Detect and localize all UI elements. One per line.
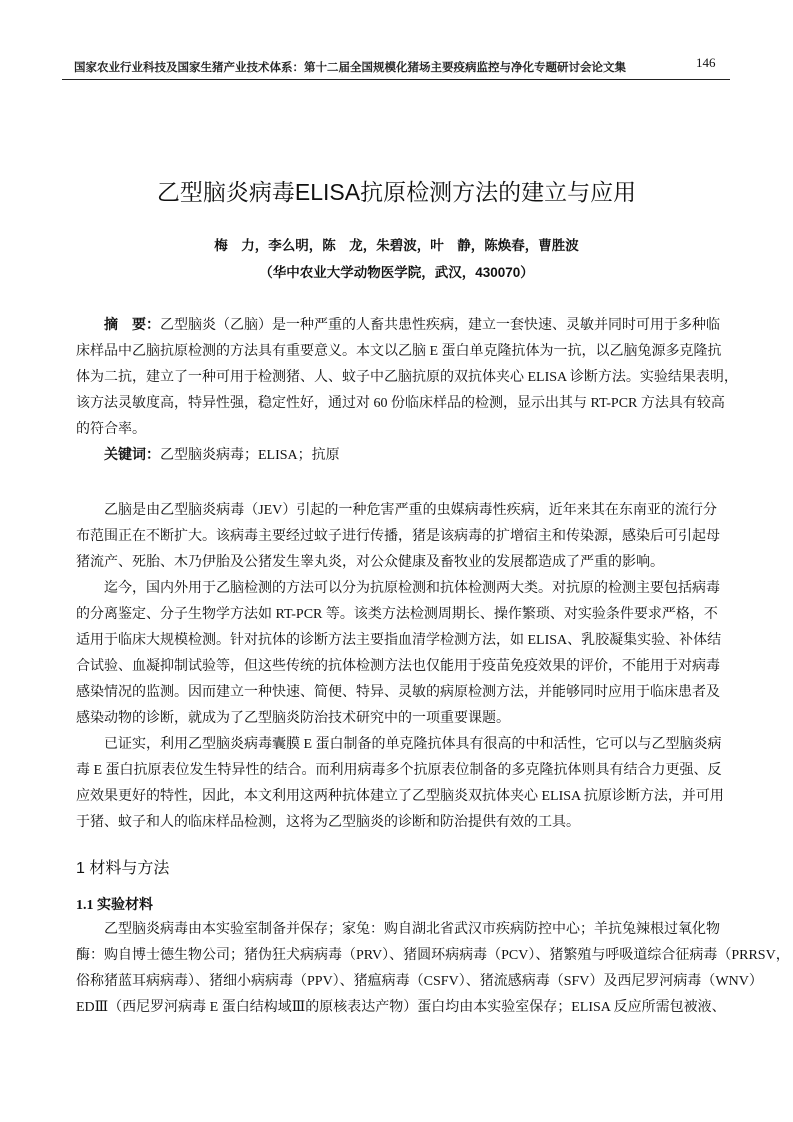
abstract-line: 摘 要：乙型脑炎（乙脑）是一种严重的人畜共患性疾病，建立一套快速、灵敏并同时可用于多种临 bbox=[104, 318, 720, 333]
abstract-line: 的符合率。 bbox=[76, 422, 146, 437]
body-line: 的分离鉴定、分子生物学方法如 RT-PCR 等。该类方法检测周期长、操作繁琐、对实验条件要求严格，不 bbox=[76, 607, 718, 622]
abstract bbox=[76, 313, 738, 469]
body-line: 酶：购自博士德生物公司；猪伪狂犬病病毒（PRV）、猪圆环病病毒（PCV）、猪繁殖与呼吸道综合征病毒（PRRSV， bbox=[76, 948, 790, 963]
body-line: 毒 E 蛋白抗原表位发生特异性的结合。而利用病毒多个抗原表位制备的多克隆抗体则具有结合力更强、反 bbox=[76, 763, 722, 778]
body-line: 布范围正在不断扩大。该病毒主要经过蚊子进行传播，猪是该病毒的扩增宿主和传染源，感染后可引起母 bbox=[76, 529, 720, 544]
page-number: 146 bbox=[696, 55, 716, 70]
body-line: EDⅢ（西尼罗河病毒 E 蛋白结构域Ⅲ的原核表达产物）蛋白均由本实验室保存；ELISA 反应所需包被液、 bbox=[76, 1000, 726, 1015]
body-line: 感染情况的监测。因而建立一种快速、简便、特异、灵敏的病原检测方法，并能够同时应用于临床患者及 bbox=[76, 685, 720, 700]
body-line: 感染动物的诊断，就成为了乙型脑炎防治技术研究中的一项重要课题。 bbox=[76, 711, 510, 726]
subsection-heading: 1.1 实验材料 bbox=[76, 898, 153, 913]
abstract-line: 该方法灵敏度高，特异性强，稳定性好，通过对 60 份临床样品的检测，显示出其与 RT-PCR 方法具有较高 bbox=[76, 396, 725, 411]
abstract-line: 床样品中乙脑抗原检测的方法具有重要意义。本文以乙脑 E 蛋白单克隆抗体为一抗，以乙脑兔源多克隆抗 bbox=[76, 344, 722, 359]
abstract-line: 体为二抗，建立了一种可用于检测猪、人、蚊子中乙脑抗原的双抗体夹心 ELISA 诊断方法。实验结果表明， bbox=[76, 370, 738, 385]
body-line: 已证实，利用乙型脑炎病毒囊膜 E 蛋白制备的单克隆抗体具有很高的中和活性，它可以与乙型脑炎病 bbox=[104, 737, 722, 752]
body-line: 迄今，国内外用于乙脑检测的方法可以分为抗原检测和抗体检测两大类。对抗原的检测主要包括病毒 bbox=[104, 581, 720, 596]
abstract-label: 摘 要： bbox=[104, 318, 160, 333]
header-rule bbox=[62, 79, 730, 80]
body-line: 于猪、蚊子和人的临床样品检测，这将为乙型脑炎的诊断和防治提供有效的工具。 bbox=[76, 815, 580, 830]
affiliation: （华中农业大学动物医学院，武汉，430070） bbox=[259, 265, 534, 280]
running-header: 国家农业行业科技及国家生猪产业技术体系：第十二届全国规模化猪场主要疫病监控与净化专题研讨会论文集 bbox=[74, 62, 626, 74]
keywords: 关键词：乙型脑炎病毒；ELISA；抗原 bbox=[104, 448, 340, 463]
body-line: 合试验、血凝抑制试验等，但这些传统的抗体检测方法也仅能用于疫苗免疫效果的评价，不能用于对病毒 bbox=[76, 659, 720, 674]
body-line: 俗称猪蓝耳病病毒）、猪细小病病毒（PPV）、猪瘟病毒（CSFV）、猪流感病毒（SFV）及西尼罗河病毒（WNV） bbox=[76, 974, 763, 989]
body-line: 猪流产、死胎、木乃伊胎及公猪发生睾丸炎，对公众健康及畜牧业的发展都造成了严重的影响。 bbox=[76, 555, 664, 570]
section-heading: 1 材料与方法 bbox=[76, 860, 170, 877]
introduction bbox=[76, 498, 724, 836]
paper-title: 乙型脑炎病毒ELISA抗原检测方法的建立与应用 bbox=[156, 179, 637, 205]
body-line: 应效果更好的特性，因此，本文利用这两种抗体建立了乙型脑炎双抗体夹心 ELISA 抗原诊断方法，并可用 bbox=[76, 789, 724, 804]
body-line: 乙脑是由乙型脑炎病毒（JEV）引起的一种危害严重的虫媒病毒性疾病，近年来其在东南亚的流行分 bbox=[104, 503, 717, 518]
authors: 梅 力，李么明，陈 龙，朱碧波，叶 静，陈焕春，曹胜波 bbox=[214, 238, 579, 253]
body-line: 乙型脑炎病毒由本实验室制备并保存；家兔：购自湖北省武汉市疾病防控中心；羊抗兔辣根过氧化物 bbox=[104, 922, 720, 937]
materials-paragraph bbox=[76, 917, 790, 1021]
keywords-label: 关键词： bbox=[104, 448, 160, 463]
body-line: 适用于临床大规模检测。针对抗体的诊断方法主要指血清学检测方法，如 ELISA、乳胶凝集实验、补体结 bbox=[76, 633, 722, 648]
